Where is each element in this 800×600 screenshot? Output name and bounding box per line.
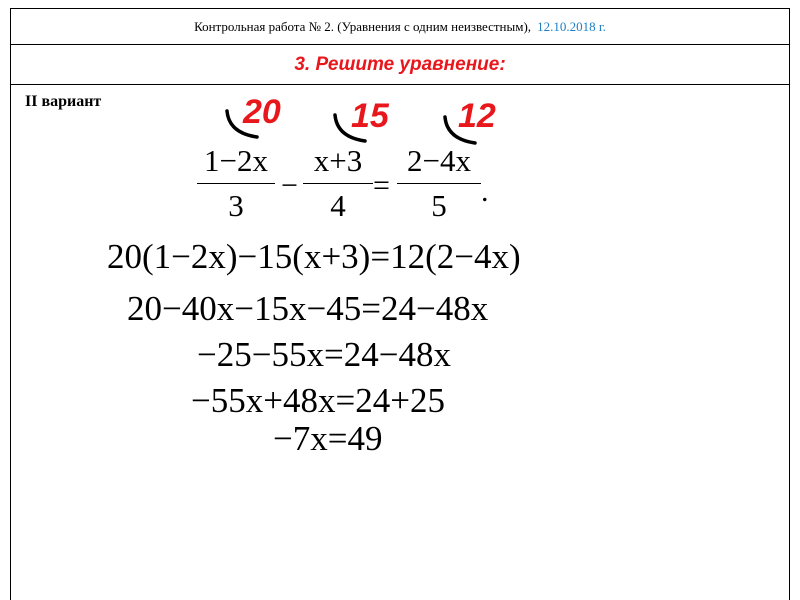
fraction-1-numerator: 1−2x — [204, 143, 268, 178]
fraction-1-bar — [197, 183, 275, 184]
solution-step-5: −7x=49 — [273, 419, 383, 458]
fraction-2-denominator: 4 — [330, 188, 346, 223]
equals-operator: = — [373, 169, 390, 202]
fraction-3-bar — [397, 183, 481, 184]
fraction-3-numerator: 2−4x — [407, 143, 471, 178]
header-date: 12.10.2018 г. — [537, 18, 606, 34]
solution-step-2: 20−40x−15x−45=24−48x — [127, 289, 489, 328]
fraction-1-denominator: 3 — [228, 188, 244, 223]
fraction-2-bar — [303, 183, 373, 184]
solution-step-1: 20(1−2x)−15(x+3)=12(2−4x) — [107, 237, 521, 276]
header-row — [11, 9, 789, 45]
fraction-2 — [303, 143, 373, 224]
solution-step-3: −25−55x=24−48x — [197, 335, 451, 374]
variant-label: II вариант — [25, 93, 102, 110]
task-row — [11, 45, 789, 85]
header-title: Контрольная работа № 2. (Уравнения с одним неизвестным), — [194, 18, 532, 34]
multiplier-12: 12 — [458, 97, 496, 135]
end-period: . — [481, 175, 489, 208]
minus-operator: − — [281, 169, 298, 202]
solution-step-4: −55x+48x=24+25 — [191, 381, 445, 420]
fraction-1 — [197, 143, 275, 224]
task-heading: 3. Решите уравнение: — [294, 53, 506, 75]
fraction-2-numerator: x+3 — [313, 143, 363, 178]
fraction-3 — [397, 143, 481, 224]
fraction-3-denominator: 5 — [431, 188, 447, 223]
multiplier-20: 20 — [243, 93, 281, 131]
worksheet-table — [10, 8, 790, 600]
multiplier-15: 15 — [351, 97, 389, 135]
